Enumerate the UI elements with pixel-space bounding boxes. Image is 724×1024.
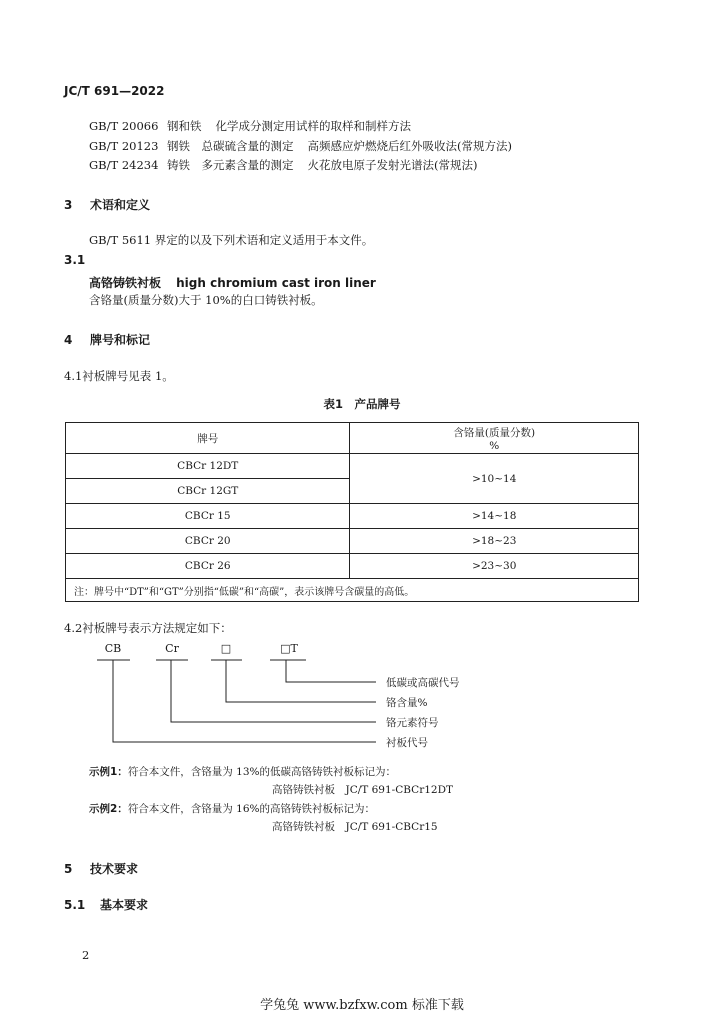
header-line: % [489, 439, 500, 452]
example-label: 示例2： [89, 803, 128, 815]
part-cr: Cr [165, 642, 179, 655]
document-code: JC/T 691—2022 [64, 84, 165, 98]
chromium-cell: >10~14 [350, 454, 639, 504]
leader-carbon [286, 660, 376, 682]
example-1 [89, 764, 396, 779]
section-title: 术语和定义 [90, 198, 151, 212]
label-chromium-symbol: 铬元素符号 [386, 717, 439, 729]
label-liner-code: 衬板代号 [386, 737, 428, 749]
table-caption: 表1 产品牌号 [323, 397, 401, 411]
term-chinese: 高铬铸铁衬板 [89, 276, 162, 290]
subsection-number: 5.1 [64, 898, 86, 912]
table-note: 注：牌号中“DT”和“GT”分别指“低碳”和“高碳”，表示该牌号含碳量的高低。 [66, 579, 639, 602]
reference-code: GB/T 20066 [89, 119, 159, 133]
reference-title-b: 化学成分测定用试样的取样和制样方法 [215, 119, 411, 133]
section-heading [64, 860, 138, 877]
section-intro: GB/T 5611 界定的以及下列术语和定义适用于本文件。 [89, 233, 374, 247]
reference-title-a: 钢和铁 [167, 119, 202, 133]
footer-watermark: 学兔兔 www.bzfxw.com 标准下载 [260, 998, 464, 1013]
header-line: 含铬量(质量分数) [453, 426, 536, 439]
section-number: 3 [64, 198, 73, 212]
grade-cell: CBCr 12GT [66, 479, 350, 504]
table-row [66, 554, 639, 579]
reference-code: GB/T 24234 [89, 158, 159, 172]
grade-cell: CBCr 12DT [66, 454, 350, 479]
table-row [66, 529, 639, 554]
chromium-cell: >14~18 [350, 504, 639, 529]
reference-line [89, 138, 512, 154]
table-row [66, 504, 639, 529]
table-header-chromium [350, 423, 639, 454]
reference-title-a: 铸铁 多元素含量的测定 [167, 158, 294, 172]
term-number: 3.1 [64, 253, 86, 267]
subsection-title: 基本要求 [100, 898, 149, 912]
leader-cr [171, 660, 376, 722]
subsection-heading [64, 896, 148, 913]
example-text: 符合本文件，含铬量为 13%的低碳高铬铸铁衬板标记为： [127, 766, 396, 778]
table-header-row [66, 423, 639, 454]
clause-text: 衬板牌号见表 1。 [82, 369, 174, 383]
reference-code: GB/T 20123 [89, 139, 159, 153]
table-header-grade: 牌号 [66, 423, 350, 454]
reference-title-b: 火花放电原子发射光谱法(常规法) [307, 158, 478, 172]
example-label: 示例1： [89, 766, 128, 778]
clause-4-2 [64, 620, 232, 636]
chromium-cell: >18~23 [350, 529, 639, 554]
grade-cell: CBCr 20 [66, 529, 350, 554]
part-carbon-box: □T [280, 642, 298, 655]
leader-cb [113, 660, 376, 742]
designation-diagram [60, 640, 520, 752]
clause-number: 4.2 [64, 621, 83, 635]
grade-cell: CBCr 26 [66, 554, 350, 579]
example-2 [89, 801, 375, 816]
table-note-row [66, 579, 639, 602]
reference-line [89, 157, 477, 173]
page-number: 2 [82, 948, 90, 962]
example-1-mark: 高铬铸铁衬板 JC/T 691-CBCr12DT [272, 784, 453, 796]
term-english: high chromium cast iron liner [176, 276, 376, 290]
section-number: 4 [64, 333, 73, 347]
section-heading [64, 196, 150, 213]
leader-chromium [226, 660, 376, 702]
section-title: 牌号和标记 [90, 333, 151, 347]
part-cb: CB [104, 642, 122, 655]
clause-number: 4.1 [64, 369, 83, 383]
reference-title-b: 高频感应炉燃烧后红外吸收法(常规方法) [307, 139, 512, 153]
chromium-cell: >23~30 [350, 554, 639, 579]
example-2-mark: 高铬铸铁衬板 JC/T 691-CBCr15 [272, 821, 438, 833]
term-definition: 含铬量(质量分数)大于 10%的白口铸铁衬板。 [89, 293, 323, 307]
section-title: 技术要求 [90, 862, 139, 876]
clause-text: 衬板牌号表示方法规定如下： [82, 621, 232, 635]
grade-cell: CBCr 15 [66, 504, 350, 529]
reference-title-a: 钢铁 总碳硫含量的测定 [167, 139, 294, 153]
part-chromium-box: □ [220, 642, 232, 655]
section-heading [64, 331, 150, 348]
product-grade-table [65, 422, 639, 602]
clause-4-1 [64, 368, 174, 384]
term-heading [89, 272, 376, 291]
section-number: 5 [64, 862, 73, 876]
table-row [66, 454, 639, 479]
label-chromium-content: 铬含量% [386, 697, 428, 709]
example-text: 符合本文件，含铬量为 16%的高铬铸铁衬板标记为： [127, 803, 375, 815]
label-carbon-code: 低碳或高碳代号 [386, 677, 460, 689]
reference-line [89, 118, 411, 134]
